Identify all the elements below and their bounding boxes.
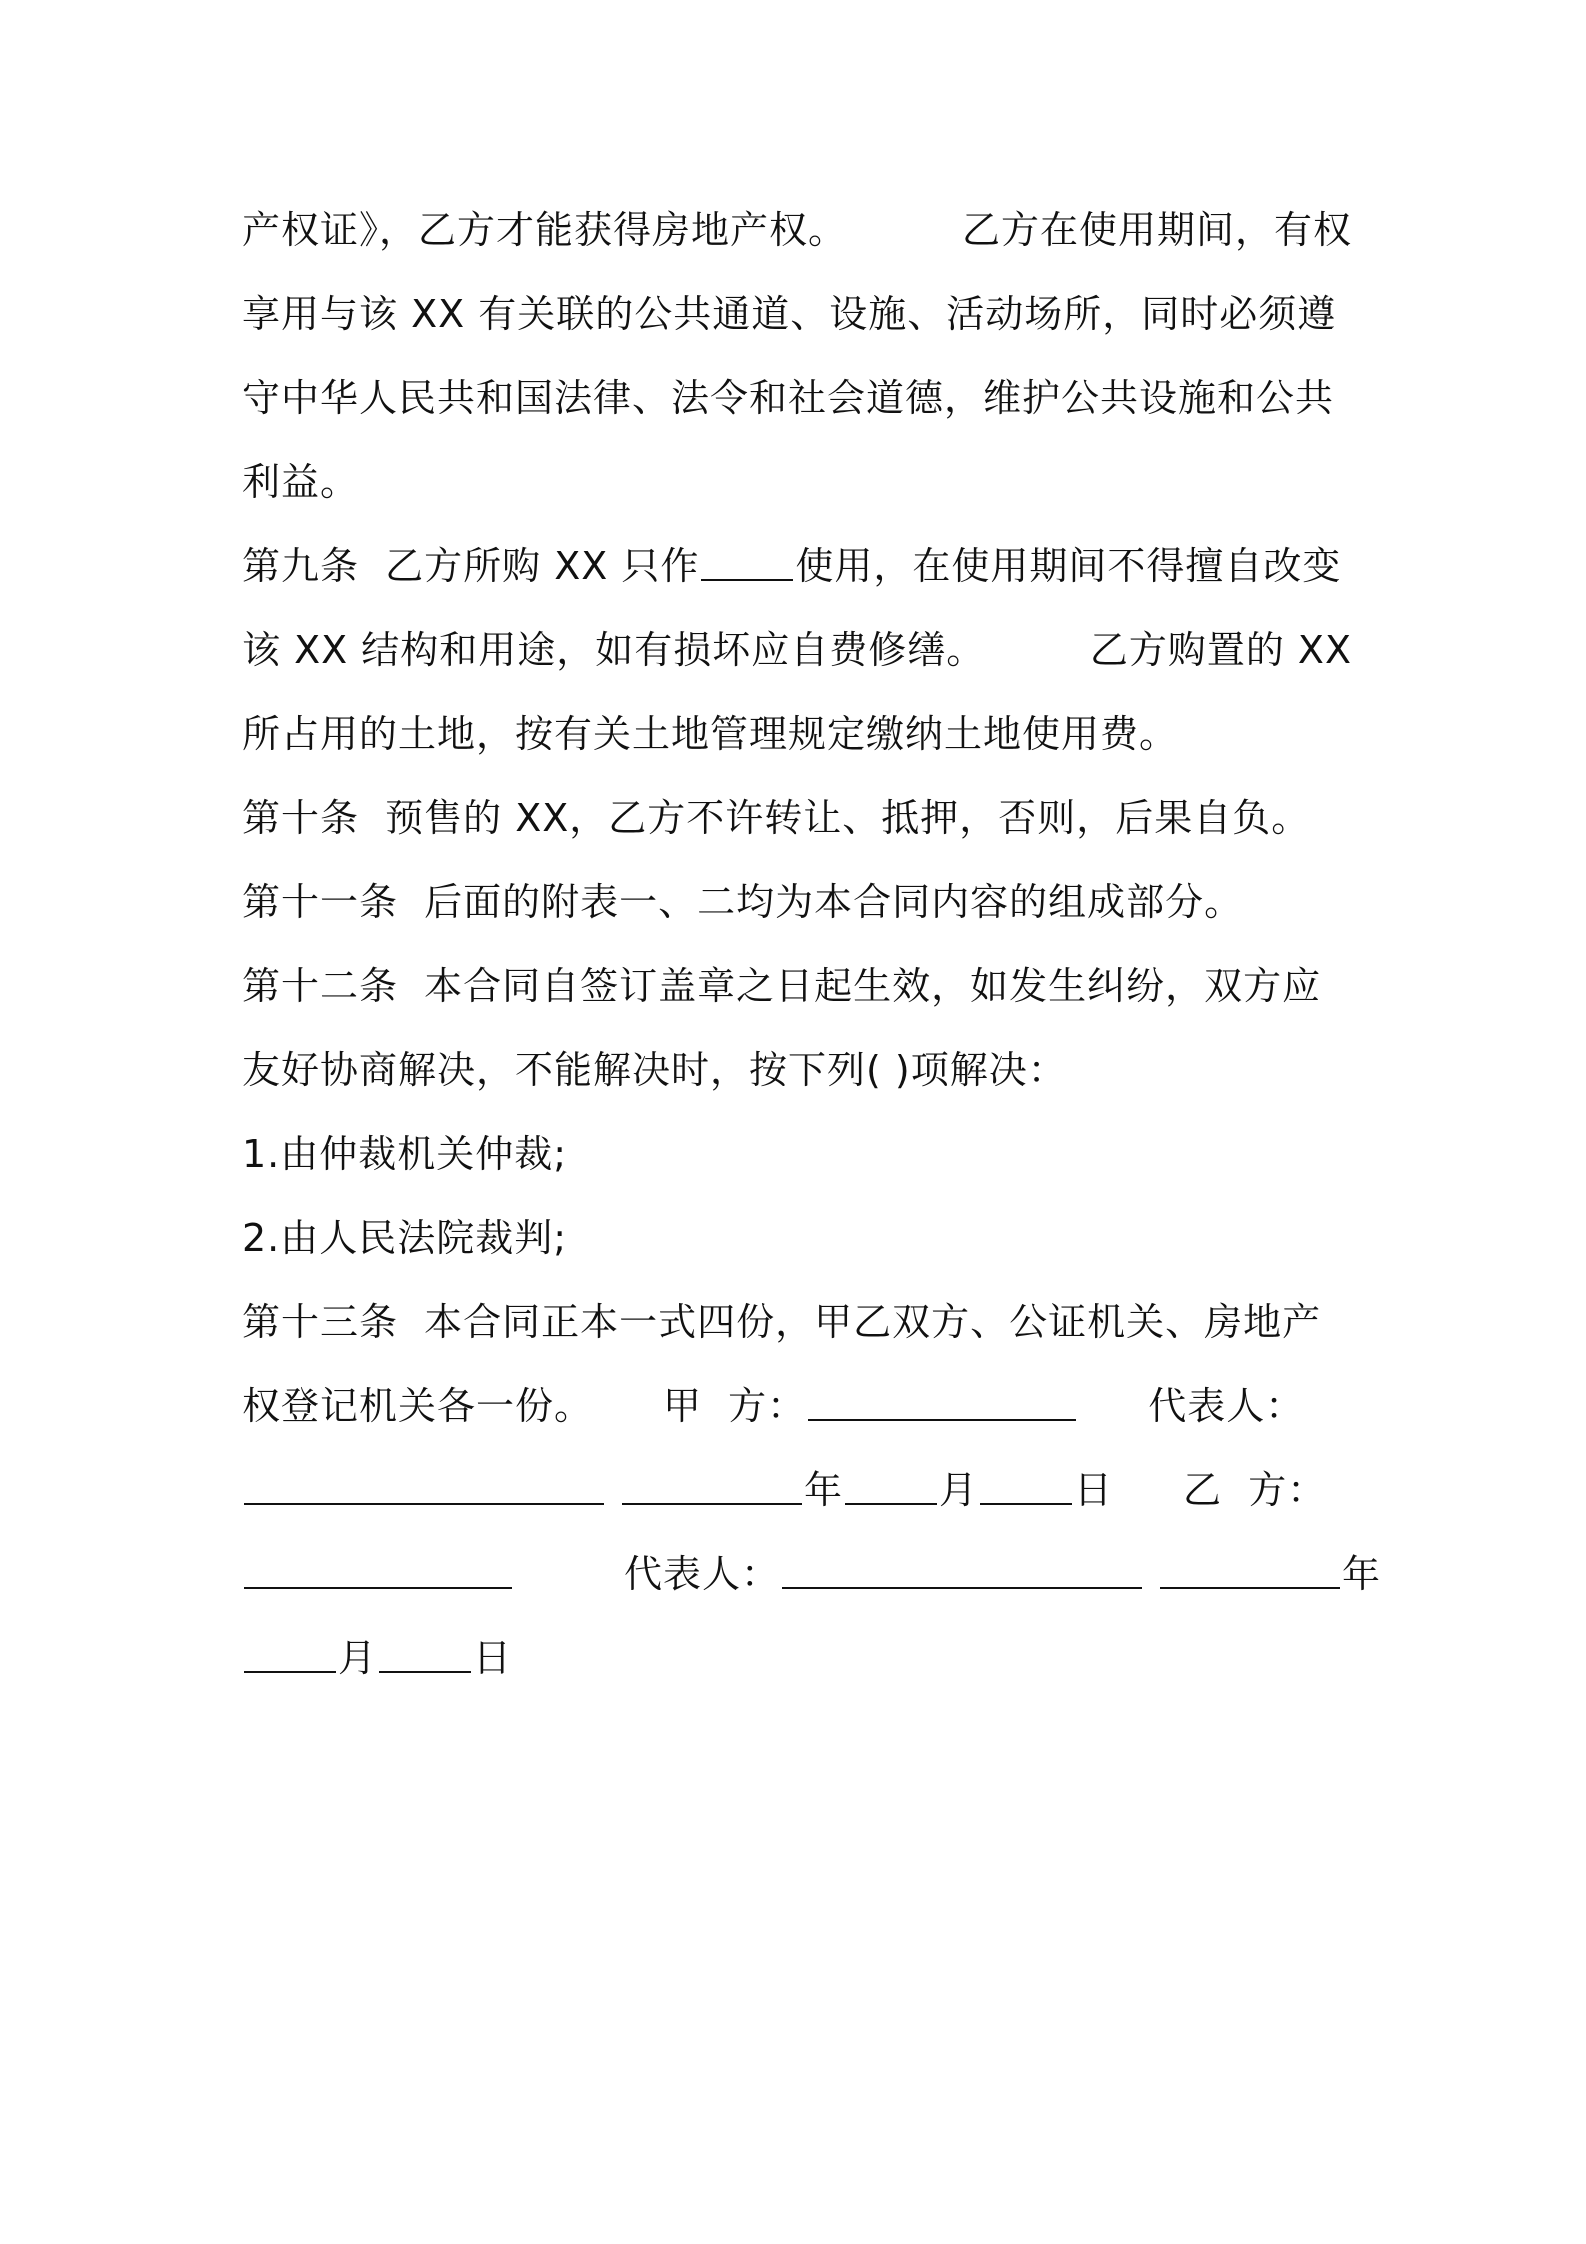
month-blank (845, 1469, 937, 1505)
text-line-2 (242, 272, 1352, 356)
representative-b-blank (782, 1553, 1142, 1589)
text-segment: 使用，在使用期间不得擅自改变 (795, 544, 1342, 588)
party-b-blank (244, 1553, 512, 1589)
representative-label: 代表人： (1148, 1384, 1305, 1428)
text-line-11 (242, 1028, 1352, 1112)
text-segment: 权登记机关各一份。 (242, 1384, 594, 1428)
text-segment: 2.由人民法院裁判; (242, 1216, 568, 1260)
text-line-article-13 (242, 1280, 1352, 1364)
text-segment: 乙方购置的 XX (1089, 628, 1352, 672)
text-segment: 第十三条 本合同正本一式四份，甲乙双方、公证机关、房地产 (242, 1300, 1322, 1344)
text-line-article-10 (242, 776, 1352, 860)
month-label: 月 (939, 1468, 979, 1512)
party-a-label: 甲 方： (663, 1384, 807, 1428)
party-a-blank (808, 1385, 1076, 1421)
signature-line-date-a (242, 1448, 1352, 1532)
year-blank (622, 1469, 802, 1505)
text-line-6 (242, 608, 1352, 692)
text-line-option-1 (242, 1112, 1352, 1196)
text-line-4 (242, 440, 1352, 524)
signature-line-date-b (242, 1616, 1352, 1700)
signature-line-party-b (242, 1532, 1382, 1616)
text-segment: 守中华人民共和国法律、法令和社会道德，维护公共设施和公共 (242, 376, 1335, 420)
text-segment: 享用与该 XX 有关联的公共通道、设施、活动场所，同时必须遵 (242, 292, 1337, 336)
text-segment: 第十二条 本合同自签订盖章之日起生效，如发生纠纷，双方应 (242, 964, 1322, 1008)
representative-a-blank (244, 1469, 604, 1505)
month-label: 月 (338, 1636, 378, 1680)
day-blank (980, 1469, 1072, 1505)
text-segment: 乙方在使用期间，有权 (961, 208, 1352, 252)
text-segment: 第九条 乙方所购 XX 只作 (242, 544, 700, 588)
text-line-article-12 (242, 944, 1352, 1028)
text-segment: 第十一条 后面的附表一、二均为本合同内容的组成部分。 (242, 880, 1244, 924)
text-segment: 该 XX 结构和用途，如有损坏应自费修缮。 (242, 628, 986, 672)
usage-blank (701, 545, 793, 581)
text-line-article-11 (242, 860, 1352, 944)
day-label: 日 (1074, 1468, 1114, 1512)
text-line-article-9 (242, 524, 1352, 608)
signature-line-party-a (242, 1364, 1352, 1448)
year-label: 年 (804, 1468, 844, 1512)
representative-label: 代表人： (624, 1552, 781, 1596)
day-label: 日 (473, 1636, 513, 1680)
text-segment: 产权证》，乙方才能获得房地产权。 (242, 208, 848, 252)
text-segment: 友好协商解决，不能解决时，按下列( )项解决： (242, 1048, 1067, 1092)
text-segment: 利益。 (242, 460, 360, 504)
text-line-3 (242, 356, 1352, 440)
text-line-7 (242, 692, 1352, 776)
party-b-label: 乙 方： (1183, 1468, 1327, 1512)
text-line-1 (242, 188, 1352, 272)
month-blank (244, 1637, 336, 1673)
day-blank (379, 1637, 471, 1673)
text-segment: 第十条 预售的 XX，乙方不许转让、抵押，否则，后果自负。 (242, 796, 1311, 840)
contract-text (242, 188, 1382, 1700)
year-label: 年 (1342, 1552, 1382, 1596)
text-segment: 1.由仲裁机关仲裁; (242, 1132, 568, 1176)
text-segment: 所占用的土地，按有关土地管理规定缴纳土地使用费。 (242, 712, 1179, 756)
year-blank (1160, 1553, 1340, 1589)
text-line-option-2 (242, 1196, 1352, 1280)
